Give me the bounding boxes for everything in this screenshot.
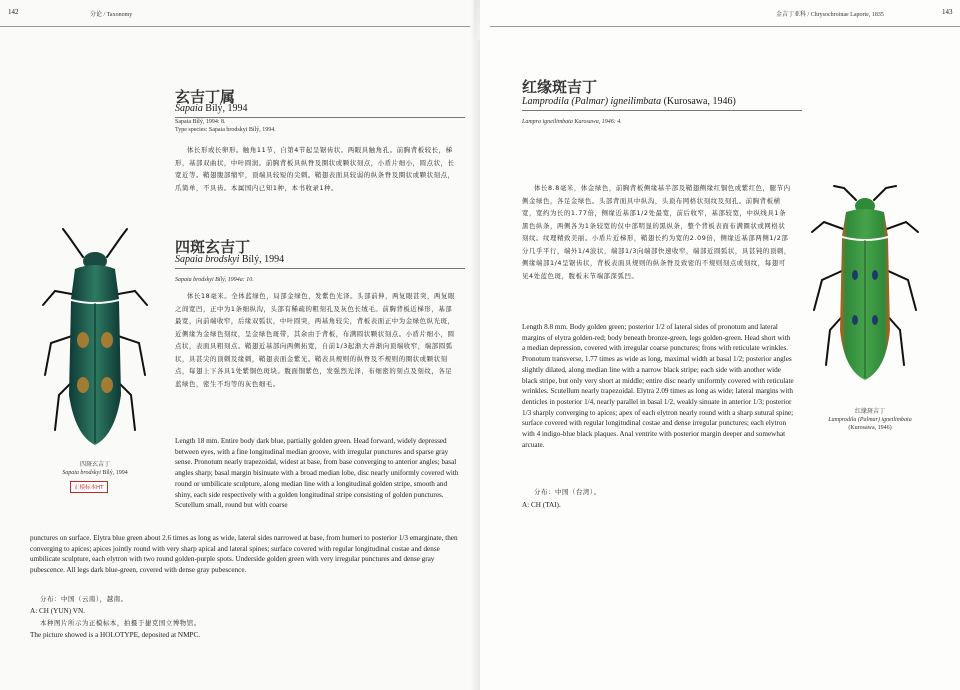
right-description-en: Length 8.8 mm. Body golden green; posterior 1/2 of lateral sides of pronotum and lateral margins of elytra golden-red; body beneath bronze-green, legs golden-green. Head short with a median depression, covered with irregular coarse punctures; frons with reticulate wrinkles. Pronotum transverse, 1.77 times as wide as long, maximal width at basal 1/2; posterior angles slightly dilated, along median line with a narrow black stripe; each side with another wide black stripe, but only very short at middle; entire disc nearly uniformly covered with reticulate wrinkles. Scutellum nearly trapezoidal. Elytra 2.09 times as long as wide; lateral margins with denticles in posterior 1/4, nearly parallel in basal 1/2, weakly sinuate in anterior 1/3; posterior 1/3 sharply converging to apices; apex of each elytron nearly round with a sharp sutural spine; surface covered with regular longitudinal costae and dense irregular punctures; each elytron with 4 indigo-blue black plaques. Anal ventrite with posterior margin deeper and somewhat arcuate. <box>522 323 794 449</box>
species-distribution-cn: 分布：中国（云南），越南。 <box>40 595 128 603</box>
species-sci-author: Bílý, 1994 <box>239 254 285 265</box>
right-header-rule <box>490 26 960 27</box>
species-title-sci <box>175 254 284 265</box>
species-note-cn: 本种图片所示为正模标本，拍摄于捷克国立博物馆。 <box>40 619 201 627</box>
left-header-rule <box>0 26 470 27</box>
right-page <box>480 0 960 690</box>
right-sci-author: (Kurosawa, 1946) <box>661 96 736 107</box>
species-distribution-en: A: CH (YUN) VN. <box>30 607 85 615</box>
right-title-cn: 红缘斑吉丁 <box>522 78 598 96</box>
genus-description-cn: 体长形或长卵形。触角11节，自第4节起呈锯齿状。两眼具触角孔。前胸背板较长，梯形，基部双曲状，中叶圆润。前胸背板具纵脊及圈状或颗状刻点，小盾片细小，圆点状，长宽近等。鞘翅腹部缩窄，顶端具较短的尖刺。鞘翅表面具较弱的纵条脊及圈状或颗状刻点，爪简单，不具齿。本属国内已知1种，本书收录1种。 <box>175 146 455 192</box>
species-title-cn: 四斑玄吉丁 <box>175 238 251 256</box>
beetle-left-caption <box>40 461 150 477</box>
right-distribution-cn: 分布：中国（台湾）。 <box>534 488 601 496</box>
left-running-header: 分论 / Taxonomy <box>90 12 133 18</box>
beetle-left-caption-author: Bílý, 1994 <box>100 470 128 476</box>
beetle-right-caption-cn: 红缘斑吉丁 <box>854 409 885 415</box>
beetle-left-caption-sci: Sapaia brodskyi <box>62 470 101 476</box>
beetle-right-caption <box>815 408 925 432</box>
right-page-number: 143 <box>942 8 953 16</box>
species-ref: Sapaia brodskyi Bílý, 1994a: 10. <box>175 277 254 283</box>
beetle-right-image <box>800 180 930 390</box>
right-distribution-en: A: CH (TAI). <box>522 501 561 509</box>
species-title-rule <box>175 268 465 269</box>
right-title-rule <box>522 110 802 111</box>
genus-sci-name: Sapaia <box>175 103 203 114</box>
genus-title-sci <box>175 103 248 114</box>
species-description-cn: 体长18毫米。全体蓝绿色，局部金绿色，发紫色光泽。头部前伸，两复眼甚突，两复眼之间宽凹，正中为1条细纵沟，头部有稀疏的粗刻孔及灰色长绒毛。前胸背板近梯形，基部最宽，向前端收窄，后缘双弧状，中叶圆突，两基角较尖，背板表面正中为金绿色纵光斑，近侧缘为金绿色刻纹，呈金绿色斑带，其余由于背板，布满圆状颗状刻点。小盾片细小，圆点状，表面具粗刻点。鞘翅近基部向两侧拓宽，自前1/3起渐大并渐向顶端收窄，端部圆弧状，具甚尖的顶刺及缘刺，鞘翅表面金紫光。鞘表具规则的纵脊及不规则的圈状或颗状刻点，每翅上下各具1处紫铜色斑块。腹面铜紫色，发强烈光泽，布细密的刻点及刻纹，各足蓝绿色，密生不均等的灰色细毛。 <box>175 292 455 388</box>
right-ref: Lampra igneilimbata Kurosawa, 1946: 4. <box>522 119 622 125</box>
right-title-sci <box>522 96 736 107</box>
genus-ref-2: Type species: Sapaia brodskyi Bílý, 1994. <box>175 127 276 133</box>
right-running-header: 金吉丁亚科 / Chrysochroinae Laporte, 1835 <box>776 12 884 18</box>
holotype-badge: 正模标本HT <box>70 481 108 493</box>
species-note-en: The picture showed is a HOLOTYPE, deposited at NMPC. <box>30 631 201 639</box>
genus-title-cn: 玄吉丁属 <box>175 88 236 106</box>
beetle-left-caption-cn: 四斑玄吉丁 <box>79 462 110 468</box>
left-page-number: 142 <box>8 8 19 16</box>
right-sci-name: Lamprodila (Palmar) igneilimbata <box>522 96 662 107</box>
genus-sci-author: Bílý, 1994 <box>202 103 248 114</box>
species-sci-name: Sapaia brodskyi <box>175 254 240 265</box>
beetle-right-caption-sci: Lamprodila (Palmar) igneilimbata <box>828 417 912 423</box>
genus-ref-1: Sapaia Bílý, 1994: 8. <box>175 119 226 125</box>
right-description-cn: 体长8.8毫米，体金绿色，前胸背板侧缘基半部及鞘翅侧缘红铜色或紫红色，腿节内侧金绿色，各足金绿色。头部背面具中纵沟，头顶布网格状刻纹及刻孔。前胸背板横宽，宽约为长的1.77倍，侧缘近基部1/2处最宽，前后收窄，基部较宽，中纵线具1条黑色纵条，两侧各为1条较宽的仅中部明显的黑纵条，整个背板表面布满圈状或网格状刻纹。纹理精致美丽。小盾片近梯形，鞘翅长约为宽的2.09倍，侧缘近基部两侧1/2部分几乎平行，端外1/4波状，端部1/3向端部快速收窄，端部近圆弧状，具甚钝的顶刺，侧缘端部1/4呈锯齿状，背板表面具规则的纵条脊及致密的不规则刻点或刻纹，每翅可见4处蓝色斑，腹板末节端部深弧凹。 <box>522 184 791 280</box>
beetle-right-caption-author: (Kurosawa, 1946) <box>848 425 892 431</box>
species-description-en-top: Length 18 mm. Entire body dark blue, partially golden green. Head forward, widely depressed between eyes, with a fine longitudinal median groove, with irregular punctures and sparse gray sense. Pronotum nearly trapezoidal, widest at base, from base converging to anterior angles; basal angles sharp; basal margin bisinuate with a broad median lobe, disc nearly uniformly covered with round or umbilicate sculpture, along median line with a longitudinal golden stripe, smooth and shiny, each side respectively with a golden longitudinal stripe consisting of golden punctures. Scutellum small, round but with coarse <box>175 437 459 510</box>
beetle-left-image <box>25 225 165 455</box>
species-description-en-full: punctures on surface. Elytra blue green about 2.6 times as long as wide, lateral sides narrowed at base, from humeri to posterior 1/3 emarginate, then converging to apices; apices jointly round with very sharp apical and lateral spines; surface covered with regular longitudinal costae and dense umbilicate sculpture, each elytron with two round golden-purple spots. Underside golden green with very irregular punctures and dense gray pubescence. All legs dark blue-green, covered with dense gray pubescence. <box>30 534 458 575</box>
